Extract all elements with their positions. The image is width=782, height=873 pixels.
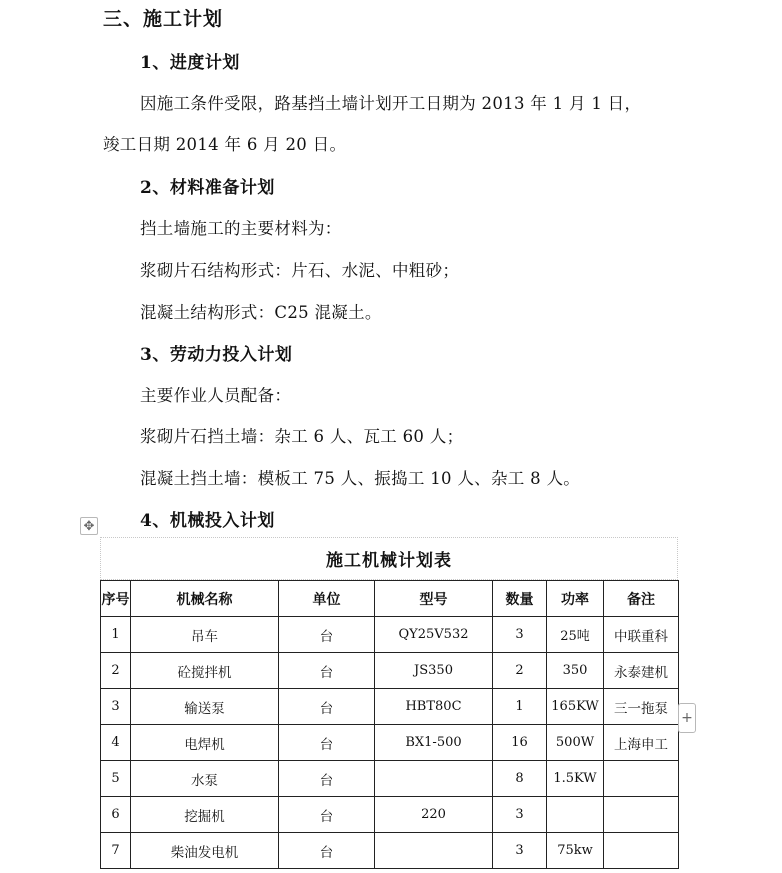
cell-power: 1.5KW [547, 761, 604, 797]
cell-unit: 台 [279, 689, 375, 725]
move-cross-icon: ✥ [83, 518, 95, 534]
cell-index: 4 [101, 725, 131, 761]
cell-name: 柴油发电机 [131, 833, 279, 869]
cell-index: 1 [101, 617, 131, 653]
header-cell-index: 序号 [101, 581, 131, 617]
machinery-heading: 4、机械投入计划 [140, 511, 275, 531]
cell-model: 220 [375, 797, 493, 833]
cell-unit: 台 [279, 761, 375, 797]
cell-model [375, 833, 493, 869]
cell-index: 3 [101, 689, 131, 725]
cell-remarks: 上海申工 [604, 725, 679, 761]
cell-index: 6 [101, 797, 131, 833]
schedule-heading: 1、进度计划 [140, 53, 240, 73]
materials-item-1: 浆砌片石结构形式：片石、水泥、中粗砂； [140, 261, 460, 280]
cell-remarks: 永泰建机 [604, 653, 679, 689]
cell-unit: 台 [279, 833, 375, 869]
cell-remarks: 中联重科 [604, 617, 679, 653]
cell-model: QY25V532 [375, 617, 493, 653]
cell-power: 75kw [547, 833, 604, 869]
labor-heading: 3、劳动力投入计划 [140, 345, 293, 365]
cell-unit: 台 [279, 725, 375, 761]
cell-unit: 台 [279, 797, 375, 833]
cell-quantity: 8 [493, 761, 547, 797]
cell-model: JS350 [375, 653, 493, 689]
cell-index: 7 [101, 833, 131, 869]
cell-name: 水泵 [131, 761, 279, 797]
materials-intro: 挡土墙施工的主要材料为： [140, 219, 342, 238]
cell-remarks [604, 833, 679, 869]
cell-remarks [604, 761, 679, 797]
cell-power: 25吨 [547, 617, 604, 653]
schedule-text-line2: 竣工日期 2014 年 6 月 20 日。 [103, 135, 347, 154]
table-row [101, 725, 679, 761]
cell-unit: 台 [279, 653, 375, 689]
cell-quantity: 3 [493, 797, 547, 833]
table-header-row [101, 581, 679, 617]
header-cell-power: 功率 [547, 581, 604, 617]
cell-quantity: 3 [493, 617, 547, 653]
cell-name: 输送泵 [131, 689, 279, 725]
materials-item-2: 混凝土结构形式：C25 混凝土。 [140, 303, 382, 322]
cell-name: 吊车 [131, 617, 279, 653]
cell-name: 电焊机 [131, 725, 279, 761]
cell-name: 砼搅拌机 [131, 653, 279, 689]
table-title: 施工机械计划表 [100, 537, 678, 580]
cell-quantity: 2 [493, 653, 547, 689]
cell-index: 2 [101, 653, 131, 689]
header-cell-name: 机械名称 [131, 581, 279, 617]
header-cell-unit: 单位 [279, 581, 375, 617]
cell-remarks [604, 797, 679, 833]
table-row [101, 617, 679, 653]
cell-model: HBT80C [375, 689, 493, 725]
table-row [101, 653, 679, 689]
labor-item-1: 浆砌片石挡土墙：杂工 6 人、瓦工 60 人； [140, 427, 464, 446]
cell-index: 5 [101, 761, 131, 797]
cell-power: 350 [547, 653, 604, 689]
header-cell-remarks: 备注 [604, 581, 679, 617]
header-cell-model: 型号 [375, 581, 493, 617]
table-row [101, 689, 679, 725]
plus-icon: + [681, 710, 693, 726]
labor-item-2: 混凝土挡土墙：模板工 75 人、振捣工 10 人、杂工 8 人。 [140, 469, 581, 488]
table-row [101, 833, 679, 869]
table-move-handle[interactable] [80, 517, 98, 535]
cell-unit: 台 [279, 617, 375, 653]
table-row [101, 761, 679, 797]
labor-intro: 主要作业人员配备： [140, 386, 292, 405]
schedule-text-line1: 因施工条件受限，路基挡土墙计划开工日期为 2013 年 1 月 1 日， [140, 94, 642, 113]
cell-power: 165KW [547, 689, 604, 725]
cell-model [375, 761, 493, 797]
cell-power: 500W [547, 725, 604, 761]
cell-power [547, 797, 604, 833]
cell-model: BX1-500 [375, 725, 493, 761]
cell-quantity: 16 [493, 725, 547, 761]
materials-heading: 2、材料准备计划 [140, 178, 275, 198]
cell-remarks: 三一拖泵 [604, 689, 679, 725]
cell-quantity: 1 [493, 689, 547, 725]
section-title: 三、施工计划 [103, 8, 224, 30]
cell-quantity: 3 [493, 833, 547, 869]
add-row-button[interactable] [678, 703, 696, 733]
machinery-table [100, 580, 679, 869]
header-cell-quantity: 数量 [493, 581, 547, 617]
table-row [101, 797, 679, 833]
cell-name: 挖掘机 [131, 797, 279, 833]
